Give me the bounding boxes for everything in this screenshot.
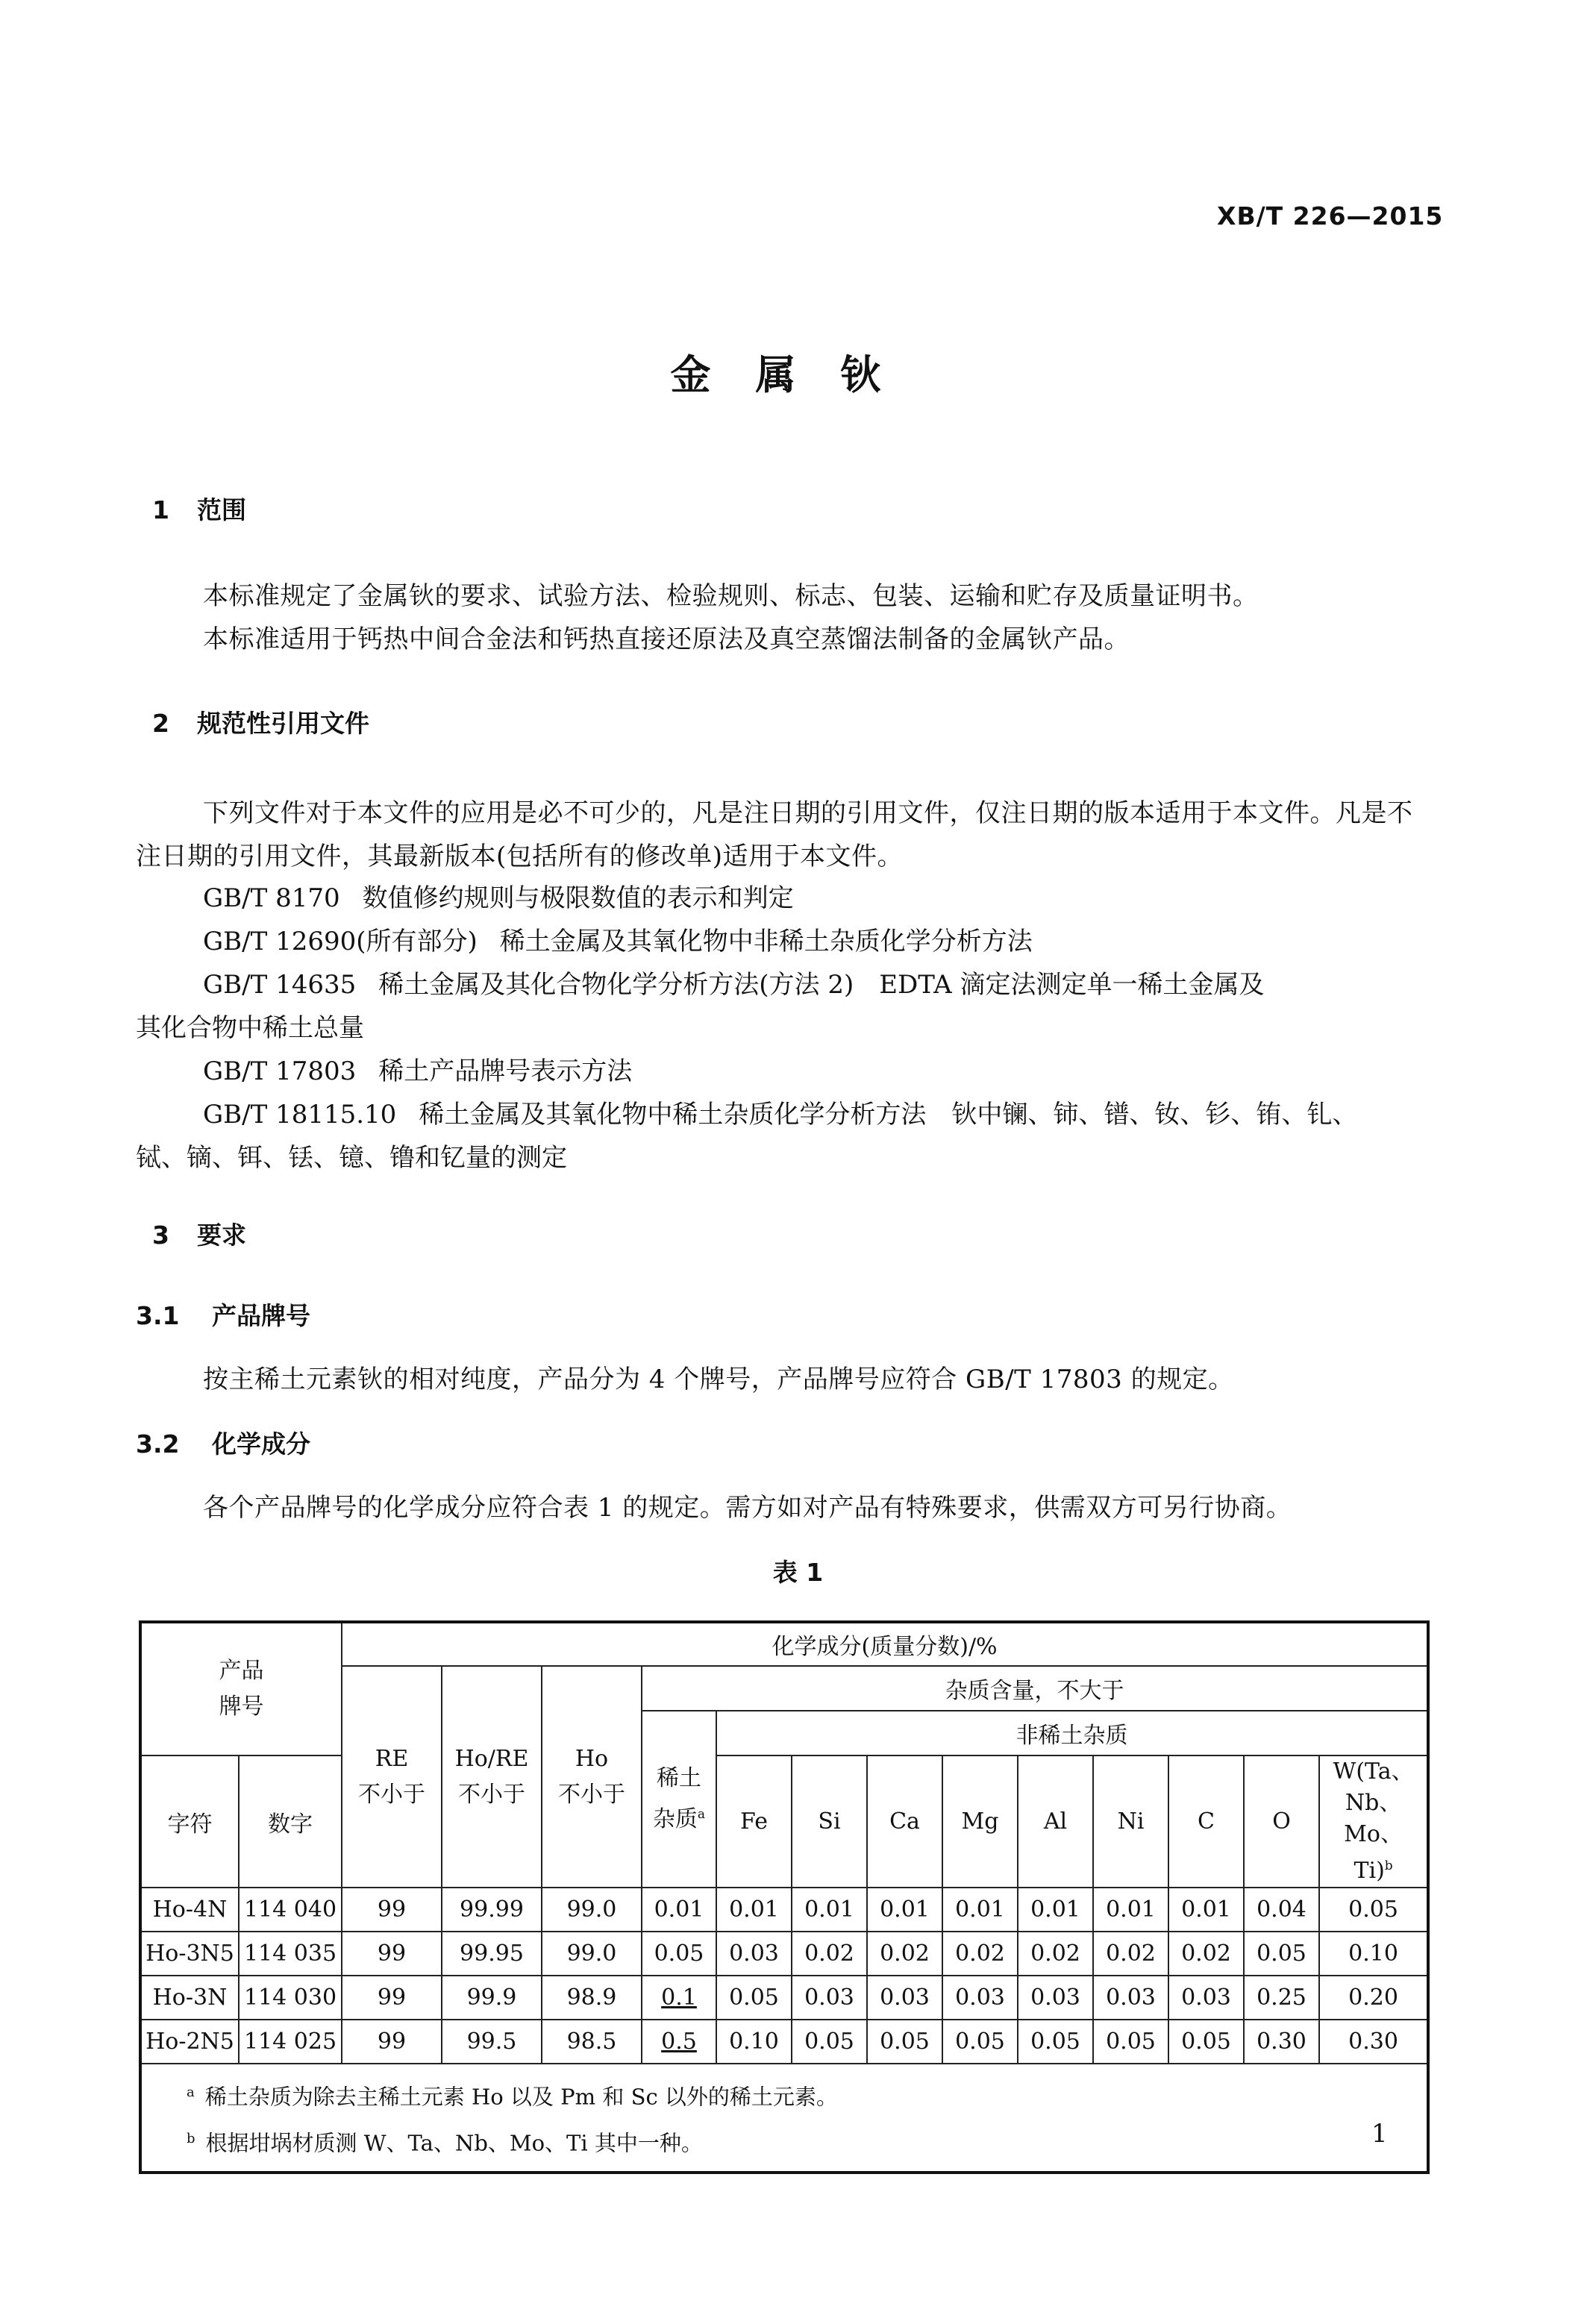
cell-value: 0.01 [867,1888,942,1932]
scope-paragraph-1: 本标准规定了金属钬的要求、试验方法、检验规则、标志、包装、运输和贮存及质量证明书。 [203,581,1259,611]
reference-title: 数值修约规则与极限数值的表示和判定 [362,883,794,913]
footnote-mark: a [697,1807,706,1822]
cell-number: 114 040 [239,1888,342,1932]
reference-continuation: 其化合物中稀土总量 [136,1013,364,1043]
header-re-impurity [642,1711,716,1888]
header-element: Mg [942,1755,1018,1888]
cell-value: 0.03 [1093,1976,1168,2020]
section-number: 1 [152,495,169,524]
cell-value: 0.02 [867,1932,942,1976]
cell-value: 0.02 [1168,1932,1244,1976]
reference-code: GB/T 12690(所有部分) [203,927,478,956]
table-notes [140,2064,1428,2173]
cell-symbol: Ho-3N5 [140,1932,239,1976]
cell-value: 0.03 [1018,1976,1093,2020]
cell-w: 0.30 [1319,2020,1428,2064]
references-intro: 下列文件对于本文件的应用是必不可少的，凡是注日期的引用文件，仅注日期的版本适用于本文件。凡是不注日期的引用文件，其最新版本(包括所有的修改单)适用于本文件。 [136,798,1413,871]
table-row [140,1888,1428,1932]
header-chemical-composition: 化学成分(质量分数)/% [342,1622,1428,1666]
cell-value: 0.05 [1093,2020,1168,2064]
cell-w: 0.20 [1319,1976,1428,2020]
header-ho-re: Ho/RE 不小于 [442,1666,542,1888]
reference-continuation: 铽、镝、铒、铥、镱、镥和钇量的测定 [136,1143,567,1173]
section-number: 3 [152,1221,169,1250]
note-text: 根据坩埚材质测 W、Ta、Nb、Mo、Ti 其中一种。 [205,2130,703,2156]
document-title: 金属钬 [670,351,926,398]
section-title: 规范性引用文件 [197,709,369,738]
cell-ho-re: 99.99 [442,1888,542,1932]
cell-symbol: Ho-2N5 [140,2020,239,2064]
cell-re: 99 [342,1976,442,2020]
table-note [187,2072,1427,2118]
header-re-impurity-label: 稀土 杂质 [652,1765,701,1832]
header-re: RE 不小于 [342,1666,442,1888]
scope-paragraph-2: 本标准适用于钙热中间合金法和钙热直接还原法及真空蒸馏法制备的金属钬产品。 [203,624,1130,654]
table-caption: 表 1 [772,1558,824,1587]
cell-value: 0.05 [792,2020,867,2064]
cell-value: 0.05 [1018,2020,1093,2064]
cell-re-impurity: 0.05 [642,1932,716,1976]
cell-value: 0.03 [792,1976,867,2020]
reference-title: 稀土金属及其氧化物中非稀土杂质化学分析方法 [499,927,1033,956]
cell-value: 0.05 [716,1976,792,2020]
cell-value: 0.10 [716,2020,792,2064]
chemistry-paragraph: 各个产品牌号的化学成分应符合表 1 的规定。需方如对产品有特殊要求，供需双方可另行协商。 [203,1493,1292,1523]
reference-code: GB/T 18115.10 [203,1100,397,1130]
grade-paragraph: 按主稀土元素钬的相对纯度，产品分为 4 个牌号，产品牌号应符合 GB/T 17803 的规定。 [203,1365,1234,1394]
reference-item [203,877,794,920]
cell-re-impurity: 0.5 [642,2020,716,2064]
cell-value: 0.01 [1168,1888,1244,1932]
footnote-mark: b [1384,1858,1393,1873]
cell-ho-re: 99.5 [442,2020,542,2064]
reference-item [203,1050,632,1093]
cell-ho: 98.5 [542,2020,642,2064]
cell-ho: 99.0 [542,1888,642,1932]
reference-code: GB/T 17803 [203,1056,357,1086]
table-note [187,2118,1427,2164]
header-element: O [1244,1755,1319,1888]
cell-ho-re: 99.9 [442,1976,542,2020]
cell-value: 0.02 [1018,1932,1093,1976]
table-row [140,2020,1428,2064]
cell-re: 99 [342,1932,442,1976]
header-element: Ca [867,1755,942,1888]
cell-value: 0.03 [942,1976,1018,2020]
cell-re-impurity: 0.01 [642,1888,716,1932]
header-product-grade: 产品 牌号 [140,1622,342,1755]
cell-value: 0.02 [942,1932,1018,1976]
footnote-mark: a [187,2085,195,2100]
table-row [140,1976,1428,2020]
section-title: 范围 [197,495,246,524]
cell-value: 0.03 [1168,1976,1244,2020]
cell-value: 0.01 [716,1888,792,1932]
cell-number: 114 030 [239,1976,342,2020]
section-title: 要求 [197,1221,246,1250]
section-number: 3.2 [136,1429,180,1459]
header-non-re-impurity: 非稀土杂质 [716,1711,1428,1755]
header-element: Al [1018,1755,1093,1888]
header-ho: Ho 不小于 [542,1666,642,1888]
cell-re: 99 [342,2020,442,2064]
cell-value: 0.25 [1244,1976,1319,2020]
section-3-2-heading [136,1425,310,1460]
cell-number: 114 035 [239,1932,342,1976]
cell-value: 0.05 [1168,2020,1244,2064]
section-1-heading [152,491,246,526]
composition-table [139,1620,1430,2174]
footnote-mark: b [187,2130,195,2146]
cell-value: 0.03 [867,1976,942,2020]
reference-code: GB/T 14635 [203,970,357,1000]
reference-title: 稀土产品牌号表示方法 [378,1056,633,1086]
cell-re: 99 [342,1888,442,1932]
reference-code: GB/T 8170 [203,883,340,913]
cell-ho-re: 99.95 [442,1932,542,1976]
cell-value: 0.01 [1093,1888,1168,1932]
cell-w: 0.10 [1319,1932,1428,1976]
reference-item [203,1093,1357,1136]
note-text: 稀土杂质为除去主稀土元素 Ho 以及 Pm 和 Sc 以外的稀土元素。 [204,2084,838,2110]
header-w-label: W(Ta、 Nb、Mo、 Ti) [1333,1758,1414,1884]
cell-w: 0.05 [1319,1888,1428,1932]
cell-value: 0.02 [1093,1932,1168,1976]
reference-item [203,920,1033,963]
table-row [140,1932,1428,1976]
header-element: Si [792,1755,867,1888]
standard-code: XB/T 226—2015 [1217,201,1444,231]
cell-ho: 98.9 [542,1976,642,2020]
cell-value: 0.05 [942,2020,1018,2064]
reference-title: 稀土金属及其化合物化学分析方法(方法 2) EDTA 滴定法测定单一稀土金属及 [378,970,1265,1000]
section-3-1-heading [136,1297,310,1332]
cell-value: 0.04 [1244,1888,1319,1932]
cell-value: 0.01 [1018,1888,1093,1932]
header-element: Ni [1093,1755,1168,1888]
section-title: 产品牌号 [212,1301,310,1330]
cell-value: 0.01 [792,1888,867,1932]
section-title: 化学成分 [212,1429,310,1459]
section-number: 2 [152,709,169,738]
header-element: Fe [716,1755,792,1888]
cell-value: 0.30 [1244,2020,1319,2064]
reference-item [203,963,1264,1006]
header-number: 数字 [239,1755,342,1888]
header-impurity: 杂质含量，不大于 [642,1666,1428,1711]
header-element: C [1168,1755,1244,1888]
section-2-heading [152,704,369,739]
cell-ho: 99.0 [542,1932,642,1976]
cell-number: 114 025 [239,2020,342,2064]
cell-value: 0.05 [867,2020,942,2064]
section-number: 3.1 [136,1301,180,1330]
reference-title: 稀土金属及其氧化物中稀土杂质化学分析方法 钬中镧、铈、镨、钕、钐、铕、钆、 [419,1100,1358,1130]
cell-symbol: Ho-3N [140,1976,239,2020]
page-number: 1 [1371,2119,1388,2149]
cell-value: 0.03 [716,1932,792,1976]
cell-symbol: Ho-4N [140,1888,239,1932]
cell-value: 0.01 [942,1888,1018,1932]
cell-value: 0.05 [1244,1932,1319,1976]
header-w [1319,1755,1428,1888]
cell-re-impurity: 0.1 [642,1976,716,2020]
section-3-heading [152,1216,246,1251]
cell-value: 0.02 [792,1932,867,1976]
header-symbol: 字符 [140,1755,239,1888]
